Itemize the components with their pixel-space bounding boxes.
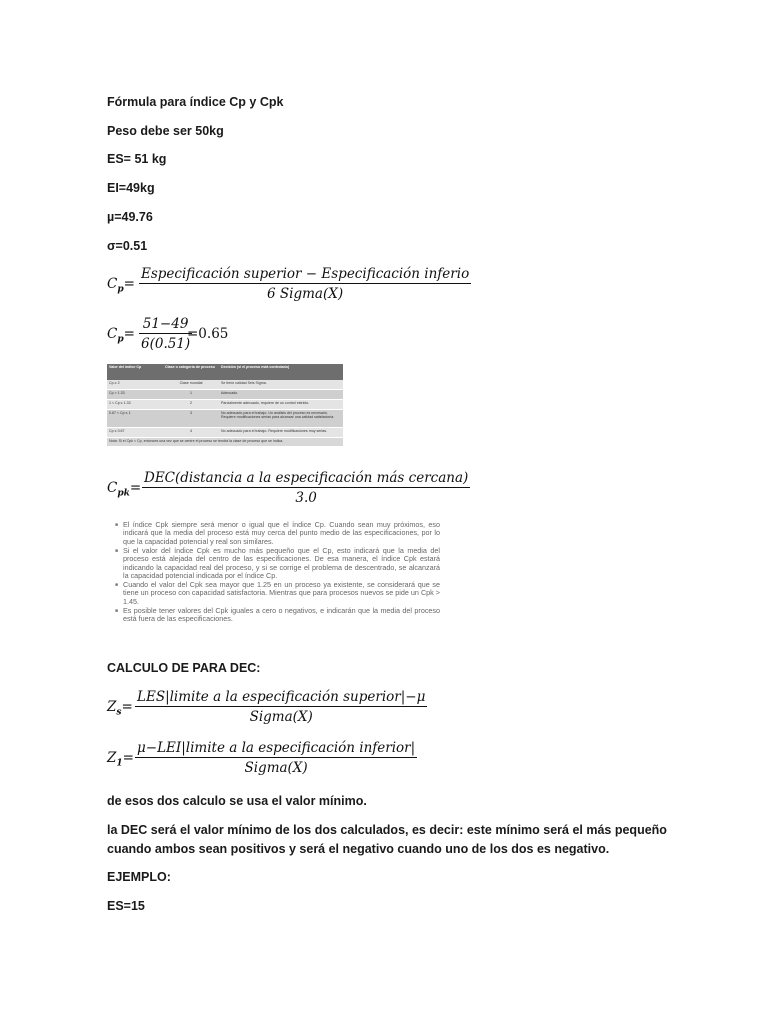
es-15-line: ES=15 <box>107 899 145 913</box>
list-item: ■ Es posible tener valores del Cpk iguales a cero o negativos, e indicarán que la media del proceso está fuera de las especificaciones. <box>115 607 440 624</box>
cpk-numerator: DEC(distancia a la especificación más cercana) <box>144 470 469 486</box>
sigma-line: σ=0.51 <box>107 239 148 253</box>
cp-calc-fraction <box>139 316 192 352</box>
weight-line: Peso debe ser 50kg <box>107 124 224 138</box>
table-row: 1 < Cp ≤ 1.33 2 Parcialmente adecuado, requiere de un control estricto. <box>107 400 343 410</box>
list-item: ■ Si el valor del índice Cpk es mucho más pequeño que el Cp, esto indicará que la media del proceso está alejada del centro de las especificaciones. De esa manera, el índice Cpk estará indicando la capacidad real del proceso, y si se corrige el problema de descentrado, se alcanzará la capacidad potencial indicada por el índice Cp. <box>115 547 440 581</box>
z1-denominator: Sigma(X) <box>244 760 308 776</box>
list-item: ■ El índice Cpk siempre será menor o igual que el índice Cp. Cuando sean muy próximos, eso indicará que la media del proceso está muy cerca del punto medio de las especificaciones, por lo que la capacidad potencial y real son similares. <box>115 521 440 546</box>
ei-line: EI=49kg <box>107 181 155 195</box>
cp-classification-table <box>107 364 343 447</box>
es-line: ES= 51 kg <box>107 152 167 166</box>
cp-calc-numerator: 51−49 <box>142 316 189 332</box>
z1-numerator: μ−LEI|limite a la especificación inferior| <box>137 740 416 756</box>
table-row: Cp ≥ 2 Clase mundial Se tiene calidad Seis Sigma. <box>107 380 343 390</box>
zs-fraction <box>135 689 427 725</box>
min-note: de esos dos calculo se usa el valor mínimo. <box>107 794 367 808</box>
cp-numerator: Especificación superior − Especificación inferio <box>141 266 470 282</box>
table-header: Clase o categoría de proceso <box>163 364 219 380</box>
dec-line-2: cuando ambos sean positivos y será el negativo cuando uno de los dos es negativo. <box>107 842 610 856</box>
cpk-denominator: 3.0 <box>295 490 317 506</box>
example-heading: EJEMPLO: <box>107 870 171 884</box>
mu-line: µ=49.76 <box>107 210 153 224</box>
table-note-row: Nota: Si el Cpk < Cp, entonces una vez que se centre el proceso se tendrá la clase de proceso que se indica. <box>107 438 343 447</box>
cpk-notes-list <box>115 521 440 624</box>
table-row: Cp > 1.33 1 Adecuado. <box>107 390 343 400</box>
cp-calc-result: =0.65 <box>187 326 229 342</box>
calc-heading: CALCULO DE PARA DEC: <box>107 661 261 675</box>
cp-fraction <box>139 266 471 302</box>
document-page: Fórmula para índice Cp y Cpk Peso debe ser 50kg ES= 51 kg EI=49kg µ=49.76 σ=0.51 $C_p=$ Especificación superior − Especificación inferio 6 Sigma(X) $C_p=$ 51−49 6(0.51) =0.65 Valor del índice Cp Clase o categoría de proceso Decisión (si el proceso está controlado) Cp ≥ 2 Clase mundial Se tiene calidad Seis Sigma. Cp > 1.33 1 Adecuado. 1 < Cp ≤ 1.33 2 Parcialmente adecuado, requiere de un control estricto. 0.67 < Cp ≤ 1 3 No adecuado para el trabajo. Un análisis del proceso es necesario. Requiere modificaciones serias para alcanzar una calidad satisfactoria. Cp ≤ 0.67 4 No adecuado para el trabajo. Requiere modificaciones muy serias. Nota: Si el Cpk < Cp, entonces una vez que se centre el proceso se tendrá la clase de proceso que se indica. $C_{pk}=$ DEC(distancia a la especificación más cercana) 3.0 ■ El índice Cpk siempre será menor o igual que el índice Cp. Cuando sean muy próximos, eso indicará que la media del proceso está muy cerca del punto medio de las especificaciones, por lo que la capacidad potencial y real son similares. ■ Si el valor del índice Cpk es mucho más pequeño que el Cp, esto indicará que la media del proceso está alejada del centro de las especificaciones. De esa manera, el índice Cpk estará indicando la capacidad real del proceso, y si se corrige el problema de descentrado, se alcanzará la capacidad potencial indicada por el índice Cp. ■ Cuando el valor del Cpk sea mayor que 1.25 en un proceso ya existente, se considerará que se tiene un proceso con capacidad satisfactoria. Mientras que para procesos nuevos se pide un Cpk > 1.45. ■ Es posible tener valores del Cpk iguales a cero o negativos, e indicarán que la media del proceso está fuera de las especificaciones. CALCULO DE PARA DEC: $Z_s=$ LES|limite a la especificación superior|−μ Sigma(X) $Z_1=$ μ−LEI|limite a la especificación inferior| Sigma(X) de esos dos calculo se usa el valor mínimo. la DEC será el valor mínimo de los dos calculados, es decir: este mínimo será el más pequeño cuando ambos sean positivos y será el negativo cuando uno de los dos es negativo. EJEMPLO: ES=15 <box>0 0 768 1024</box>
z1-fraction <box>135 740 417 776</box>
list-item: ■ Cuando el valor del Cpk sea mayor que 1.25 en un proceso ya existente, se considerará que se tiene un proceso con capacidad satisfactoria. Mientras que para procesos nuevos se pide un Cpk > 1.45. <box>115 581 440 606</box>
cpk-fraction <box>142 470 470 506</box>
doc-title: Fórmula para índice Cp y Cpk <box>107 95 284 109</box>
table-header: Valor del índice Cp <box>107 364 163 380</box>
cp-calc-denominator: 6(0.51) <box>141 336 191 352</box>
table-row: Cp ≤ 0.67 4 No adecuado para el trabajo. Requiere modificaciones muy serias. <box>107 428 343 438</box>
dec-line-1: la DEC será el valor mínimo de los dos calculados, es decir: este mínimo será el más pequeño <box>107 823 667 837</box>
zs-numerator: LES|limite a la especificación superior|−μ <box>137 689 426 705</box>
cp-denominator: 6 Sigma(X) <box>267 286 344 302</box>
zs-denominator: Sigma(X) <box>249 709 313 725</box>
table-header: Decisión (si el proceso está controlado) <box>219 364 343 380</box>
table-row: 0.67 < Cp ≤ 1 3 No adecuado para el trabajo. Un análisis del proceso es necesario. Requiere modificaciones serias para alcanzar una calidad satisfactoria. <box>107 410 343 428</box>
